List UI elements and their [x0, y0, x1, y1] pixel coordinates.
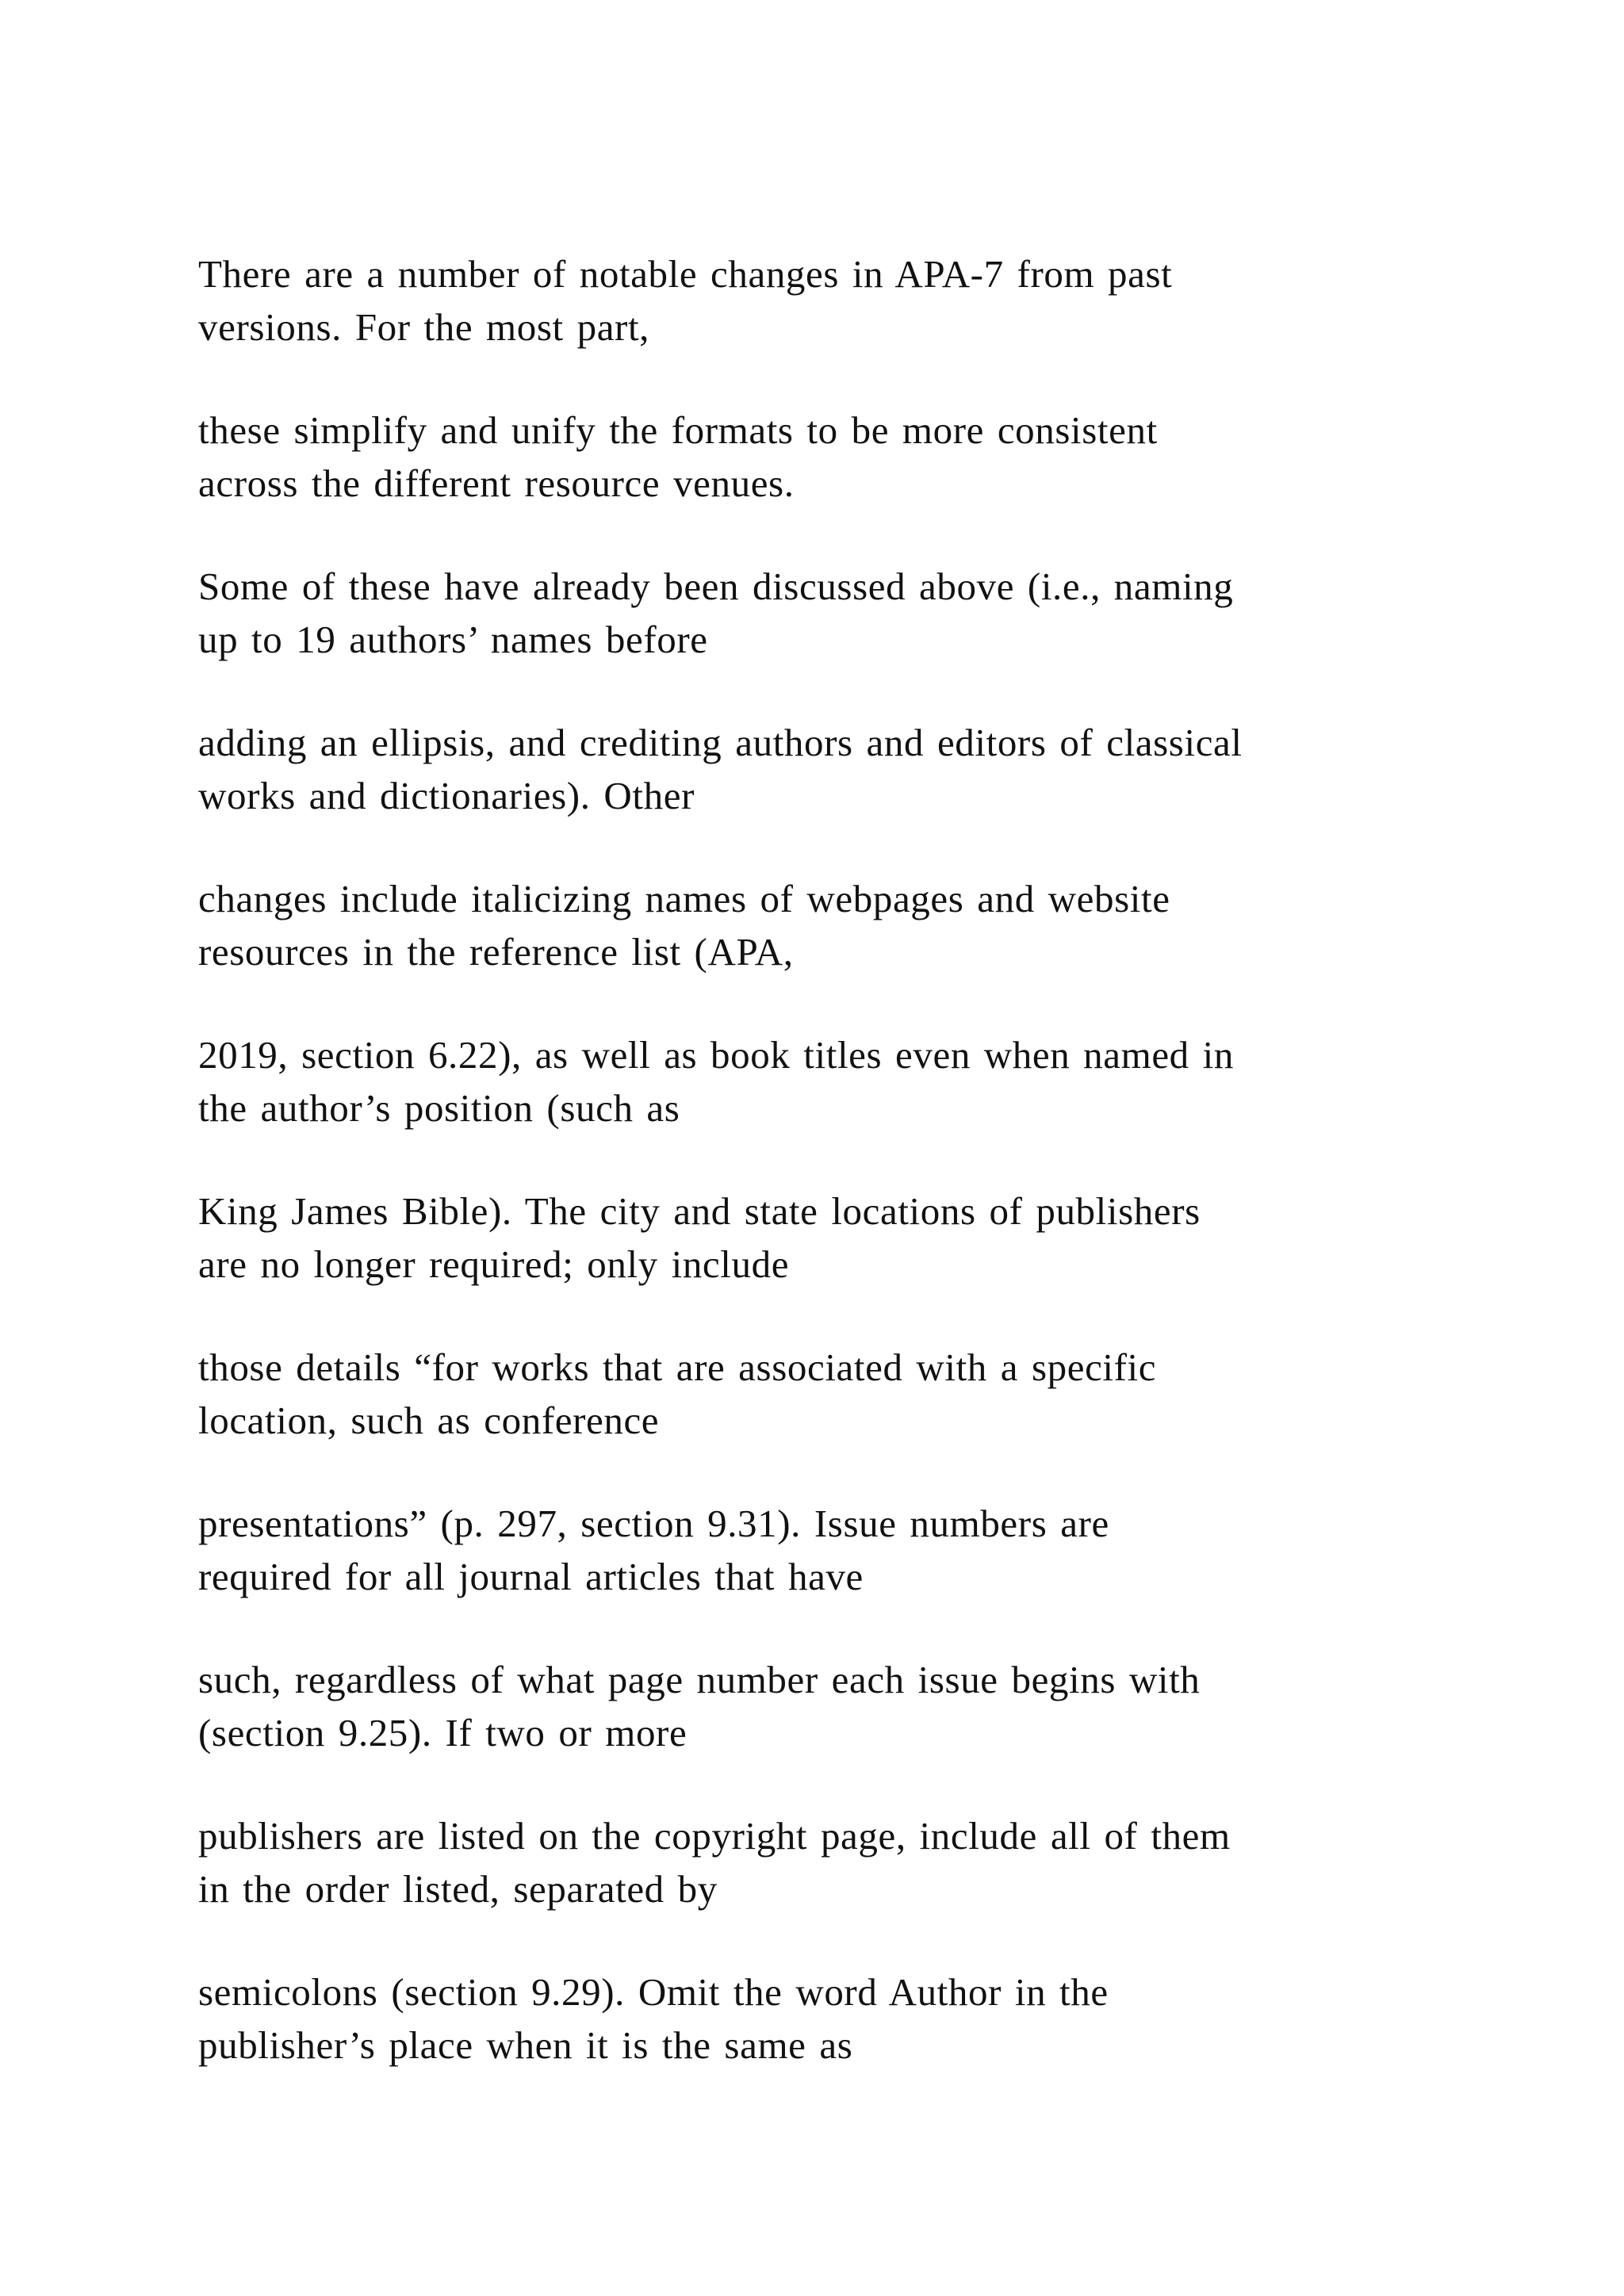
paragraph-8 [198, 1341, 1546, 1447]
paragraph-8-line-2: location, such as conference [198, 1399, 660, 1442]
paragraph-7 [198, 1184, 1546, 1291]
paragraph-1-line-1: There are a number of notable changes in APA-7 from past [198, 252, 1173, 296]
paragraph-9-line-1: presentations” (p. 297, section 9.31). Issue numbers are [198, 1502, 1109, 1545]
paragraph-5-line-1: changes include italicizing names of webpages and website [198, 877, 1170, 920]
paragraph-11-line-2: in the order listed, separated by [198, 1867, 718, 1911]
paragraph-6-line-2: the author’s position (such as [198, 1086, 680, 1130]
paragraph-3-line-2: up to 19 authors’ names before [198, 618, 708, 661]
paragraph-7-line-1: King James Bible). The city and state locations of publishers [198, 1189, 1201, 1233]
paragraph-2-line-1: these simplify and unify the formats to be more consistent [198, 408, 1158, 452]
paragraph-4-line-2: works and dictionaries). Other [198, 774, 695, 817]
paragraph-11 [198, 1809, 1546, 1915]
paragraph-6-line-1: 2019, section 6.22), as well as book titles even when named in [198, 1033, 1234, 1077]
paragraph-5 [198, 872, 1546, 978]
paragraph-10-line-2: (section 9.25). If two or more [198, 1711, 688, 1755]
paragraph-12-line-1: semicolons (section 9.29). Omit the word Author in the [198, 1970, 1109, 2014]
paragraph-2-line-2: across the different resource venues. [198, 461, 795, 505]
paragraph-1-line-2: versions. For the most part, [198, 305, 650, 349]
paragraph-4-line-1: adding an ellipsis, and crediting authors and editors of classical [198, 721, 1243, 764]
paragraph-7-line-2: are no longer required; only include [198, 1242, 790, 1286]
paragraph-9 [198, 1497, 1546, 1603]
paragraph-12 [198, 1965, 1546, 2072]
paragraph-3-line-1: Some of these have already been discussed above (i.e., naming [198, 564, 1234, 608]
paragraph-6 [198, 1028, 1546, 1135]
paragraph-2 [198, 404, 1546, 510]
paragraph-8-line-1: those details “for works that are associated with a specific [198, 1345, 1157, 1389]
paragraph-1 [198, 247, 1546, 354]
paragraph-10 [198, 1653, 1546, 1759]
paragraph-4 [198, 716, 1546, 822]
paragraph-5-line-2: resources in the reference list (APA, [198, 930, 794, 974]
paragraph-3 [198, 560, 1546, 666]
paragraph-10-line-1: such, regardless of what page number each issue begins with [198, 1658, 1201, 1701]
paragraph-12-line-2: publisher’s place when it is the same as [198, 2023, 853, 2067]
paragraph-11-line-1: publishers are listed on the copyright page, include all of them [198, 1814, 1231, 1858]
paragraph-9-line-2: required for all journal articles that have [198, 1555, 864, 1598]
